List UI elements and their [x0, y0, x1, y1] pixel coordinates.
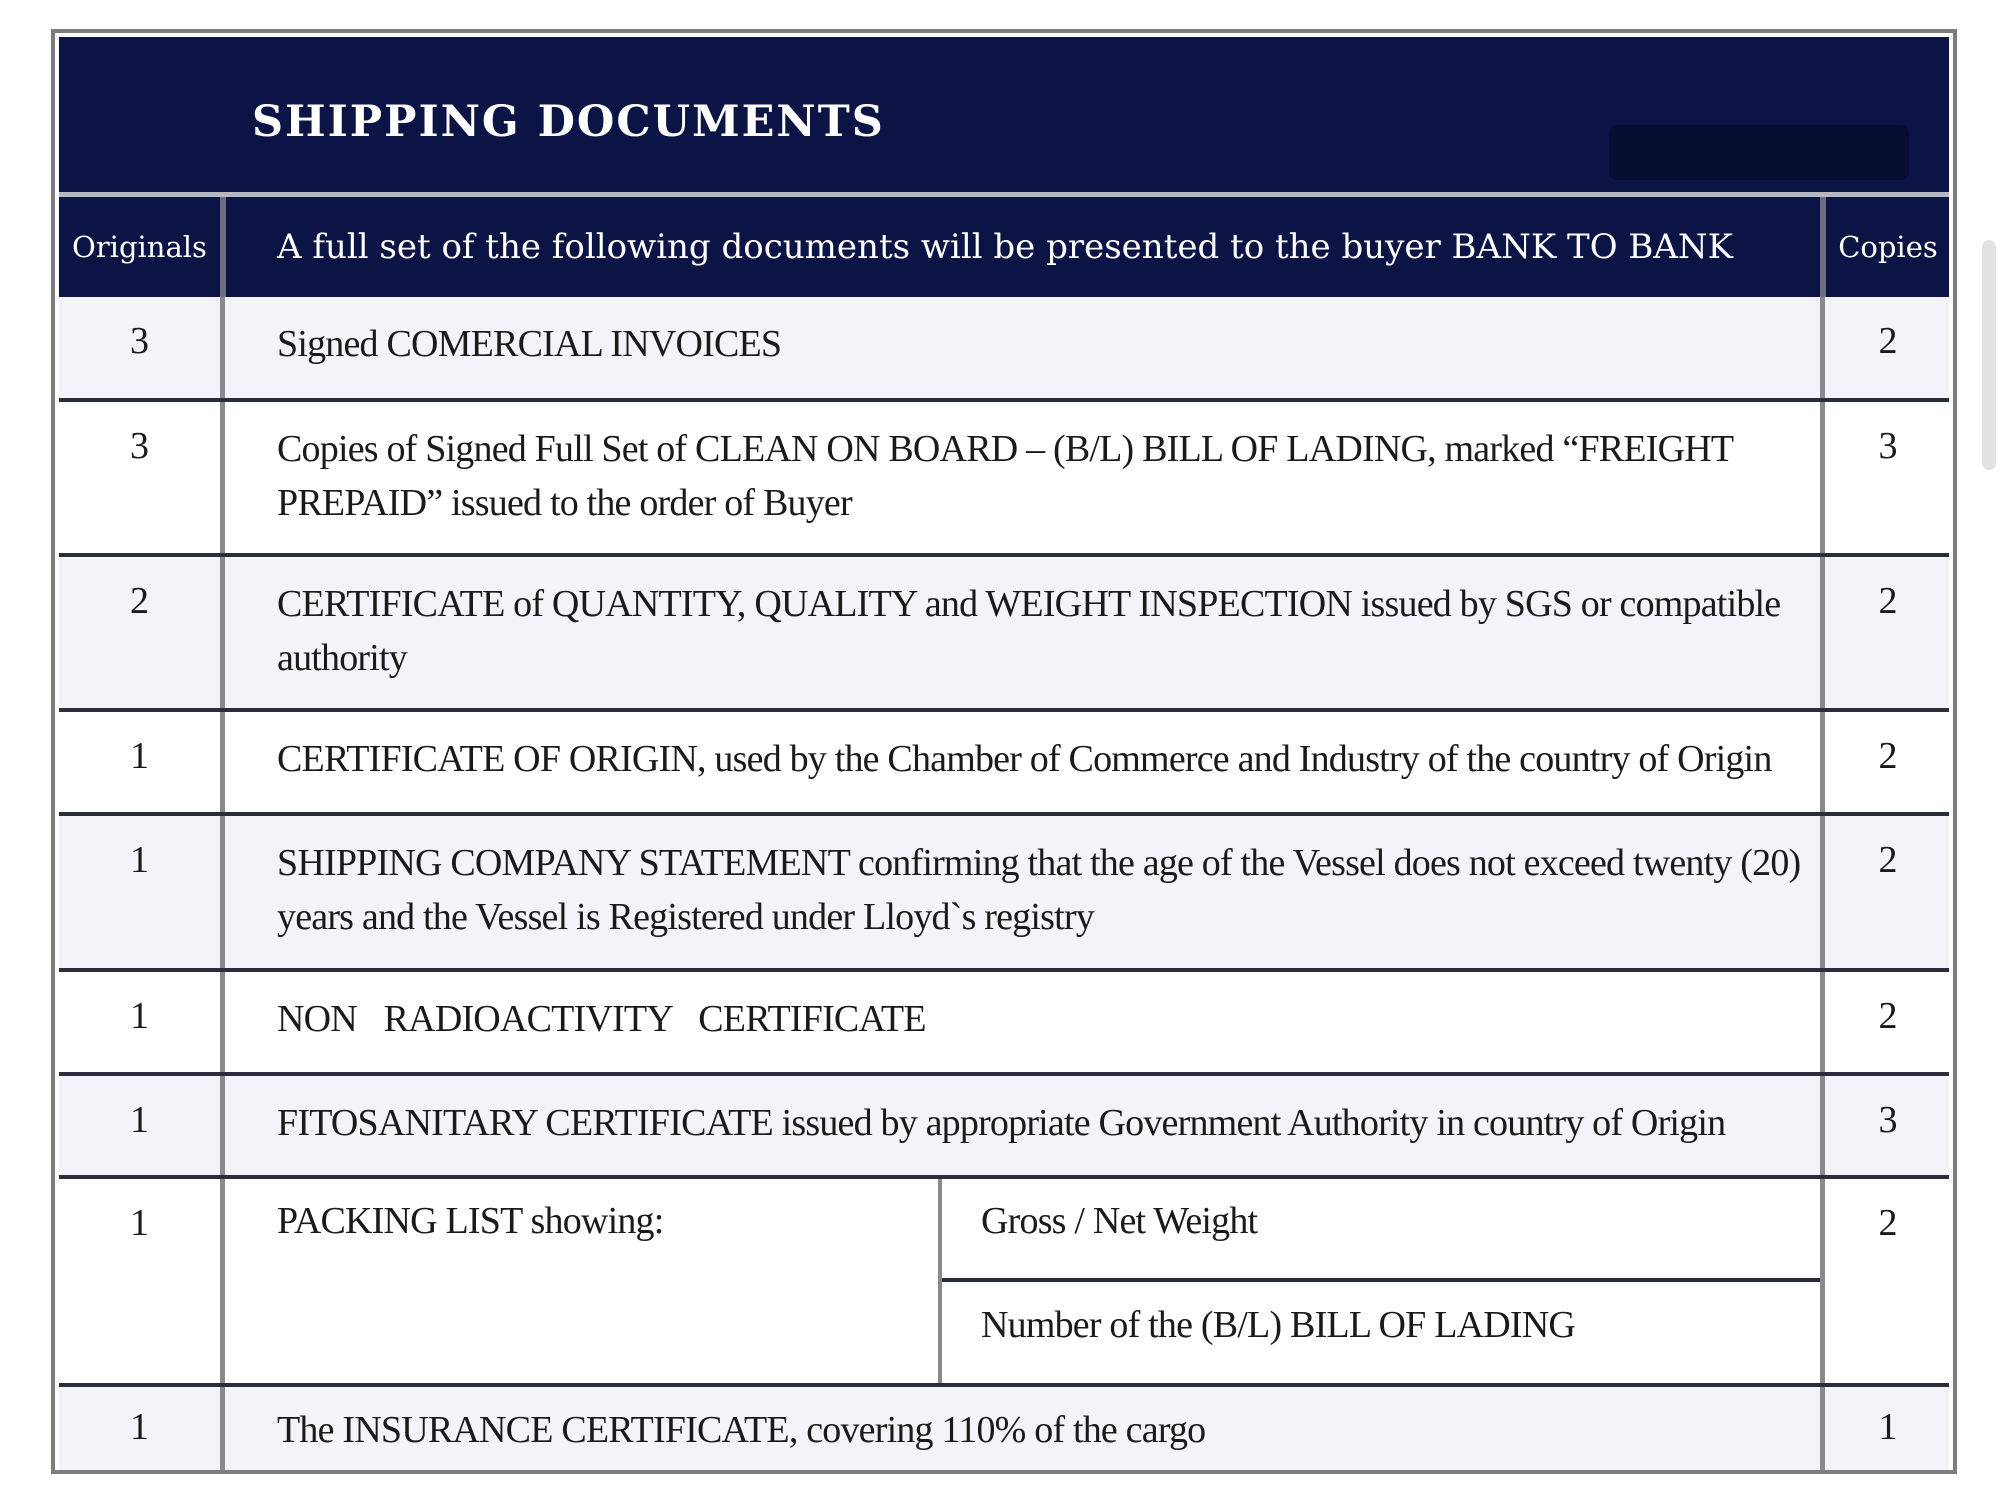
table-row	[59, 712, 1949, 816]
originals-count: 3	[130, 320, 149, 362]
table-row	[59, 1387, 1949, 1470]
table-row	[59, 816, 1949, 972]
document-description: The INSURANCE CERTIFICATE, covering 110% of the cargo	[277, 1409, 1206, 1451]
table-row	[59, 972, 1949, 1076]
document-description: CERTIFICATE of QUANTITY, QUALITY and WEIGHT INSPECTION issued by SGS or compatible authority	[277, 583, 1781, 679]
copies-count: 2	[1878, 580, 1898, 622]
column-divider	[220, 1387, 225, 1470]
document-description: NON RADIOACTIVITY CERTIFICATE	[277, 998, 926, 1040]
table-title: SHIPPING DOCUMENTS	[252, 97, 885, 147]
copies-count: 3	[1878, 1099, 1898, 1141]
table-row	[59, 297, 1949, 402]
table-row	[59, 402, 1949, 557]
column-divider	[220, 1179, 225, 1383]
header-row	[59, 197, 1949, 297]
packing-item: Number of the (B/L) BILL OF LADING	[981, 1304, 1576, 1346]
column-divider	[220, 297, 225, 398]
header-copies: Copies	[1838, 230, 1938, 264]
column-divider	[1820, 557, 1825, 708]
column-divider	[220, 557, 225, 708]
table-row	[59, 557, 1949, 712]
column-divider	[1820, 1179, 1825, 1383]
document-description: CERTIFICATE OF ORIGIN, used by the Chamber of Commerce and Industry of the country of Origin	[277, 738, 1772, 780]
document-description: Copies of Signed Full Set of CLEAN ON BOARD – (B/L) BILL OF LADING, marked “FREIGHT PREPAID” issued to the order of Buyer	[277, 428, 1733, 524]
originals-count: 3	[130, 425, 149, 467]
header-originals: Originals	[72, 230, 207, 264]
originals-count: 1	[130, 839, 149, 881]
originals-count: 1	[130, 735, 149, 777]
originals-count: 1	[130, 1406, 149, 1448]
column-divider	[1820, 402, 1825, 553]
packing-subrow-divider	[942, 1278, 1820, 1282]
copies-count: 2	[1878, 995, 1898, 1037]
column-divider	[220, 402, 225, 553]
column-divider	[1820, 1076, 1825, 1175]
packing-item: Gross / Net Weight	[981, 1200, 1258, 1242]
packing-list-label: PACKING LIST showing:	[277, 1200, 664, 1242]
copies-count: 1	[1878, 1406, 1898, 1448]
title-decoration	[1609, 125, 1909, 180]
title-bar	[59, 37, 1949, 192]
column-divider	[1820, 712, 1825, 812]
originals-count: 1	[130, 995, 149, 1037]
column-divider	[220, 972, 225, 1072]
originals-count: 2	[130, 580, 149, 622]
packing-list-row	[59, 1179, 1949, 1387]
document-description: Signed COMERCIAL INVOICES	[277, 323, 782, 365]
column-divider	[220, 1076, 225, 1175]
originals-count: 1	[130, 1099, 149, 1141]
header-divider-right	[1820, 197, 1826, 297]
header-description: A full set of the following documents will be presented to the buyer BANK TO BANK	[277, 227, 1734, 267]
column-divider	[1820, 1387, 1825, 1470]
document-description: FITOSANITARY CERTIFICATE issued by appropriate Government Authority in country of Origin	[277, 1102, 1726, 1144]
copies-count: 2	[1878, 839, 1898, 881]
originals-count: 1	[130, 1202, 149, 1244]
column-divider	[1820, 972, 1825, 1072]
column-divider	[1820, 816, 1825, 968]
header-divider-left	[220, 197, 226, 297]
column-divider	[220, 816, 225, 968]
copies-count: 2	[1878, 320, 1898, 362]
document-description: SHIPPING COMPANY STATEMENT confirming that the age of the Vessel does not exceed twenty (20) years and the Vessel is Registered under Lloyd`s registry	[277, 842, 1801, 938]
column-divider	[1820, 297, 1825, 398]
copies-count: 2	[1878, 735, 1898, 777]
table-row	[59, 1076, 1949, 1179]
column-divider	[220, 712, 225, 812]
copies-count: 2	[1878, 1202, 1898, 1244]
scrollbar[interactable]	[1982, 240, 1996, 470]
copies-count: 3	[1878, 425, 1898, 467]
shipping-documents-table	[51, 29, 1957, 1474]
